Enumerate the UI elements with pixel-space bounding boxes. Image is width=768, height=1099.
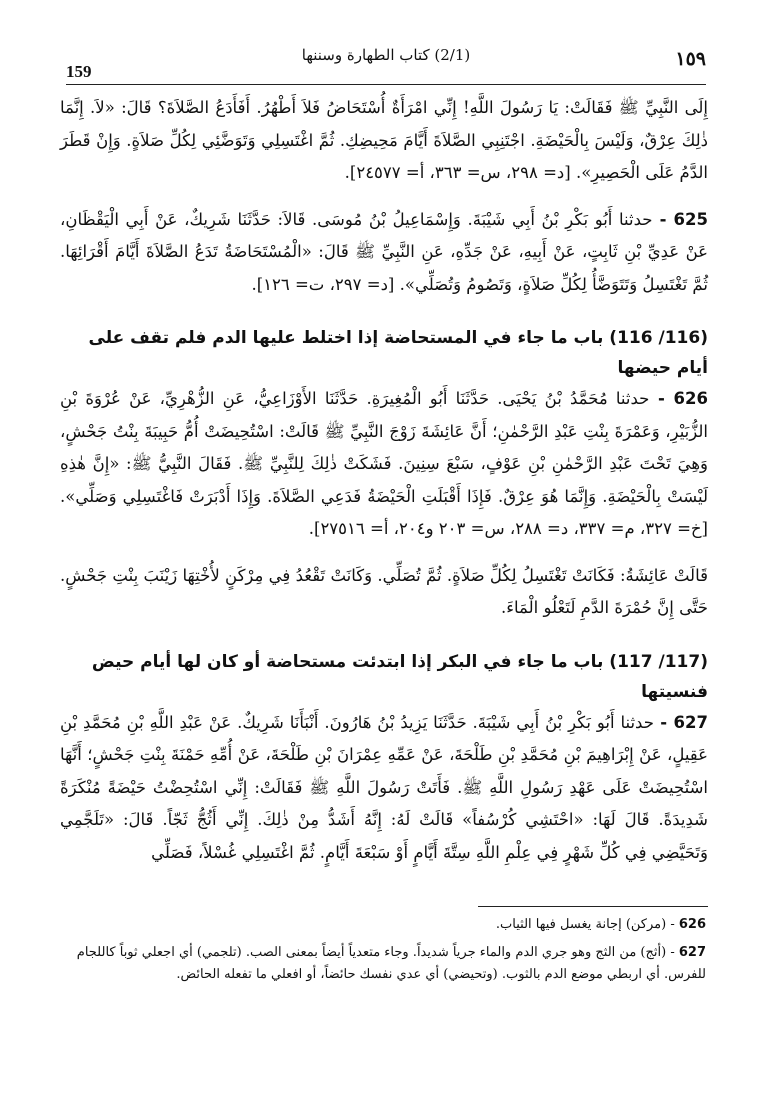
hadith-number: 627	[673, 712, 708, 732]
hadith-text: حدثنا مُحَمَّدُ بْنُ يَحْيَى. حَدَّثَنَا أَبُو الْمُغِيرَةِ. حَدَّثَنَا الأَوْزَاعِيُّ، عَنِ الزُّهْرِيِّ، عَنْ عُرْوَةَ بْنِ الزُّبَيْرِ، وَعَمْرَةَ بِنْتِ عَبْدِ الرَّحْمٰنِ؛ أَنَّ عَائِشَةَ زَوْجَ النَّبِيِّ ﷺ قَالَتْ: اسْتُحِيضَتْ أُمُّ حَبِيبَةَ بِنْتُ جَحْشٍ، وَهِيَ تَحْتَ عَبْدِ الرَّحْمٰنِ بْنِ عَوْفٍ، سَبْعَ سِنِينَ. فَشَكَتْ ذٰلِكَ لِلنَّبِيِّ ﷺ. فَقَالَ النَّبِيُّ ﷺ: «إِنَّ هٰذِهِ لَيْسَتْ بِالْحَيْضَةِ. وَإِنَّمَا هُوَ عِرْقٌ. فَإِذَا أَقْبَلَتِ الْحَيْضَةُ فَدَعِي الصَّلاَةَ. وَإِذَا أَدْبَرَتْ فَاغْتَسِلِي وَصَلِّي». [خ= ٣٢٧، م= ٣٣٧، د= ٢٨٨، س= ٢٠٣ و٢٠٤، أ= ٢٧٥١٦].	[60, 389, 708, 538]
spacer	[60, 546, 708, 560]
hadith-text: حدثنا أَبُو بَكْرِ بْنُ أَبِي شَيْبَةَ. وَإِسْمَاعِيلُ بْنُ مُوسَى. قَالاَ: حَدَّثَنَا شَرِيكٌ، عَنْ أَبِي الْيَقْظَانِ، عَنْ عَدِيِّ بْنِ ثَابِتٍ، عَنْ أَبِيهِ، عَنْ جَدِّهِ، عَنِ النَّبِيِّ ﷺ قَالَ: «الْمُسْتَحَاضَةُ تَدَعُ الصَّلاَةَ أَيَّامَ أَقْرَائِهَا. ثُمَّ تَغْتَسِلُ وَتَتَوَضَّأُ لِكُلِّ صَلاَةٍ، وَتَصُومُ وَتُصَلِّي». [د= ٢٩٧، ت= ١٢٦].	[60, 209, 708, 294]
hadith-number: 626	[673, 389, 708, 408]
main-text	[60, 92, 708, 869]
hadith-626	[60, 383, 708, 546]
paragraph	[60, 560, 708, 625]
chapter-heading: (116/ 116) باب ما جاء في المستحاضة إذا اختلط عليها الدم فلم تقف على أيام حيضها	[88, 328, 708, 378]
hadith-627	[60, 707, 708, 870]
hadith-number: 625	[673, 209, 708, 229]
hadith-625	[60, 204, 708, 302]
hadith-dash: -	[649, 389, 674, 408]
footnote-dash: -	[666, 917, 679, 932]
page-number-arabic: ١٥٩	[675, 48, 706, 70]
footnote-dash: -	[666, 945, 679, 960]
footnote-number: 627	[678, 945, 706, 960]
hadith-text: إِلَى النَّبِيِّ ﷺ فَقَالَتْ: يَا رَسُولَ اللَّهِ! إِنِّي امْرَأَةٌ أُسْتَحَاضُ فَلاَ أَطْهُرُ. أَفَأَدَعُ الصَّلاَةَ؟ قَالَ: «لاَ. إِنَّمَا ذٰلِكَ عِرْقٌ، وَلَيْسَ بِالْحَيْضَةِ. اجْتَنِبِي الصَّلاَةَ أَيَّامَ مَحِيضِكِ. ثُمَّ اغْتَسِلِي وَتَوَضَّئِي لِكُلِّ صَلاَةٍ. وَإِنْ قَطَرَ الدَّمُ عَلَى الْحَصِيرِ». [د= ٢٩٨، س= ٣٦٣، أ= ٢٤٥٧٧].	[60, 98, 708, 182]
footnote-text: (مركن) إجانة يغسل فيها الثياب.	[495, 917, 667, 932]
spacer	[60, 190, 708, 204]
spacer	[60, 301, 708, 323]
footnote-number: 626	[678, 917, 706, 932]
spacer	[60, 625, 708, 647]
page-number-latin: 159	[66, 62, 92, 81]
page-header	[66, 44, 706, 85]
footnote-text: (أثج) من الثج وهو جري الدم والماء جرياً شديداً. وجاء متعدياً أيضاً بمعنى الصب. (تلجمي) أي اجعلي ثوباً كاللجام للفرس. أي اربطي موضع الدم بالثوب. (وتحيضي) أي عدي نفسك حائضاً، أو افعلي ما تفعله الحائض.	[76, 945, 706, 982]
hadith-dash: -	[653, 712, 674, 732]
footnote-626	[62, 914, 706, 936]
paragraph	[60, 92, 708, 190]
hadith-text: حدثنا أَبُو بَكْرِ بْنُ أَبِي شَيْبَةَ. حَدَّثَنَا يَزِيدُ بْنُ هَارُونَ. أَنْبَأَنَا شَرِيكٌ. عَنْ عَبْدِ اللَّهِ بْنِ مُحَمَّدِ بْنِ عَقِيلٍ، عَنْ إِبْرَاهِيمَ بْنِ مُحَمَّدِ بْنِ طَلْحَةَ، عَنْ عَمِّهِ عِمْرَانَ بْنِ طَلْحَةَ، عَنْ أُمِّهِ حَمْنَةَ بِنْتِ جَحْشٍ؛ أَنَّهَا اسْتُحِيضَتْ عَلَى عَهْدِ رَسُولِ اللَّهِ ﷺ. فَأَتَتْ رَسُولَ اللَّهِ ﷺ فَقَالَتْ: إِنِّي اسْتُحِضْتُ حَيْضَةً مُنْكَرَةً شَدِيدَةً. قَالَ لَهَا: «احْتَشِي كُرْسُفاً» قَالَتْ لَهُ: إِنَّهُ أَشَدُّ مِنْ ذٰلِكَ. إِنِّي أَثُجُّ ثَجّاً. قَالَ: «تَلَجَّمِي وَتَحَيَّضِي فِي كُلِّ شَهْرٍ فِي عِلْمِ اللَّهِ سِتَّةَ أَيَّامٍ أَوْ سَبْعَةَ أَيَّامٍ. ثُمَّ اغْتَسِلِي غُسْلاً، فَصَلِّي	[60, 712, 708, 862]
hadith-dash: -	[652, 209, 674, 229]
hadith-text: قَالَتْ عَائِشَةُ: فَكَانَتْ تَغْتَسِلُ لِكُلِّ صَلاَةٍ. ثُمَّ تُصَلِّي. وَكَانَتْ تَقْعُدُ فِي مِرْكَنٍ لأُخْتِهَا زَيْنَبَ بِنْتِ جَحْشٍ. حَتَّى إِنَّ حُمْرَةَ الدَّمِ لَتَعْلُو الْمَاءَ.	[60, 565, 708, 617]
chapter-heading: (117/ 117) باب ما جاء في البكر إذا ابتدئت مستحاضة أو كان لها أيام حيض فنسيتها	[91, 651, 708, 702]
footnote-divider	[478, 906, 708, 907]
running-title: (2/1) كتاب الطهارة وسننها	[301, 46, 471, 64]
footnotes	[62, 914, 706, 992]
footnote-627	[62, 942, 706, 986]
